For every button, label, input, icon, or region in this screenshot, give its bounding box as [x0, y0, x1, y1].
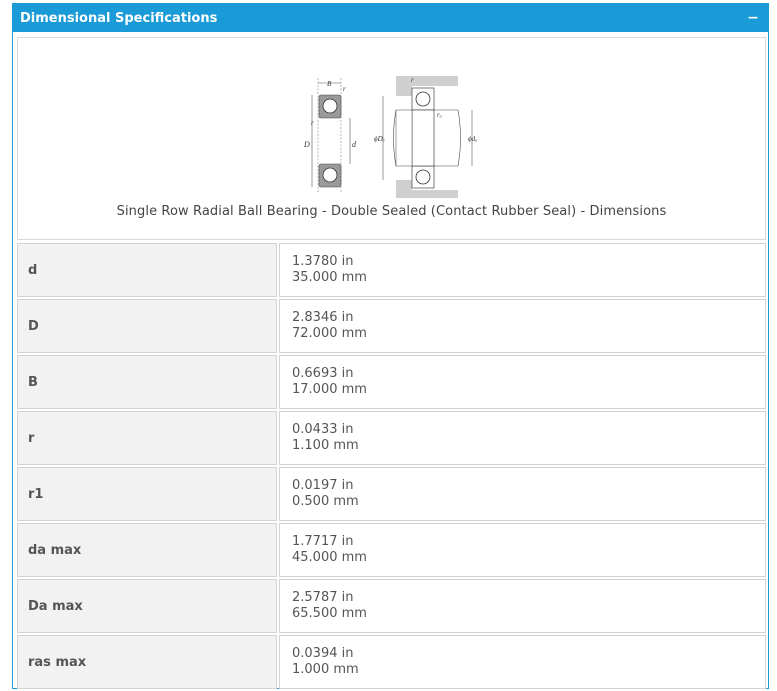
label-Da: ϕDₐ: [374, 135, 385, 143]
panel-title: Dimensional Specifications: [20, 10, 218, 26]
label-ra: rₐ: [437, 111, 442, 119]
spec-label: B: [17, 355, 277, 409]
spec-value-mm: 1.000 mm: [292, 662, 359, 677]
dimensional-specifications-panel: [12, 3, 769, 689]
spec-value-in: 1.7717 in: [292, 534, 354, 549]
bearing-cross-section: [303, 78, 357, 192]
spec-value-mm: 72.000 mm: [292, 326, 367, 341]
label-da: ϕdₐ: [468, 135, 478, 143]
label-d: d: [352, 140, 356, 149]
spec-row: [17, 523, 766, 577]
spec-value-mm: 0.500 mm: [292, 494, 359, 509]
label-r-left: r: [311, 119, 314, 127]
diagram-caption: Single Row Radial Ball Bearing - Double Sealed (Contact Rubber Seal) - Dimensions: [116, 204, 667, 219]
spec-value: [279, 243, 766, 297]
spec-label: r1: [17, 467, 277, 521]
spec-value-mm: 35.000 mm: [292, 270, 367, 285]
spec-label: ras max: [17, 635, 277, 689]
spec-value-in: 0.0197 in: [292, 478, 354, 493]
spec-label: r: [17, 411, 277, 465]
spec-row: [17, 243, 766, 297]
spec-row: [17, 579, 766, 633]
spec-value: [279, 635, 766, 689]
label-r: r: [343, 85, 346, 93]
label-D: D: [304, 140, 310, 149]
spec-value-in: 0.0433 in: [292, 422, 354, 437]
spec-label: D: [17, 299, 277, 353]
spec-row: [17, 467, 766, 521]
bearing-mounting-view: [374, 76, 477, 198]
spec-label: d: [17, 243, 277, 297]
spec-row: [17, 411, 766, 465]
spec-value: [279, 523, 766, 577]
spec-value: [279, 411, 766, 465]
panel-header[interactable]: [13, 4, 768, 32]
spec-value-mm: 1.100 mm: [292, 438, 359, 453]
spec-value-in: 0.6693 in: [292, 366, 354, 381]
minus-icon[interactable]: −: [747, 10, 759, 26]
spec-value: [279, 579, 766, 633]
spec-value-mm: 45.000 mm: [292, 550, 367, 565]
spec-value: [279, 467, 766, 521]
spec-value: [279, 355, 766, 409]
spec-value-in: 0.0394 in: [292, 646, 354, 661]
diagram-box: [17, 37, 766, 240]
spec-value-mm: 17.000 mm: [292, 382, 367, 397]
label-r-mount: r: [411, 76, 414, 84]
spec-value: [279, 299, 766, 353]
label-B: B: [327, 80, 332, 88]
spec-value-in: 2.5787 in: [292, 590, 354, 605]
spec-label: da max: [17, 523, 277, 577]
spec-value-in: 2.8346 in: [292, 310, 354, 325]
spec-value-mm: 65.500 mm: [292, 606, 367, 621]
spec-row: [17, 635, 766, 689]
spec-row: [17, 299, 766, 353]
spec-label: Da max: [17, 579, 277, 633]
bearing-diagram: [292, 68, 492, 198]
spec-value-in: 1.3780 in: [292, 254, 354, 269]
spec-row: [17, 355, 766, 409]
